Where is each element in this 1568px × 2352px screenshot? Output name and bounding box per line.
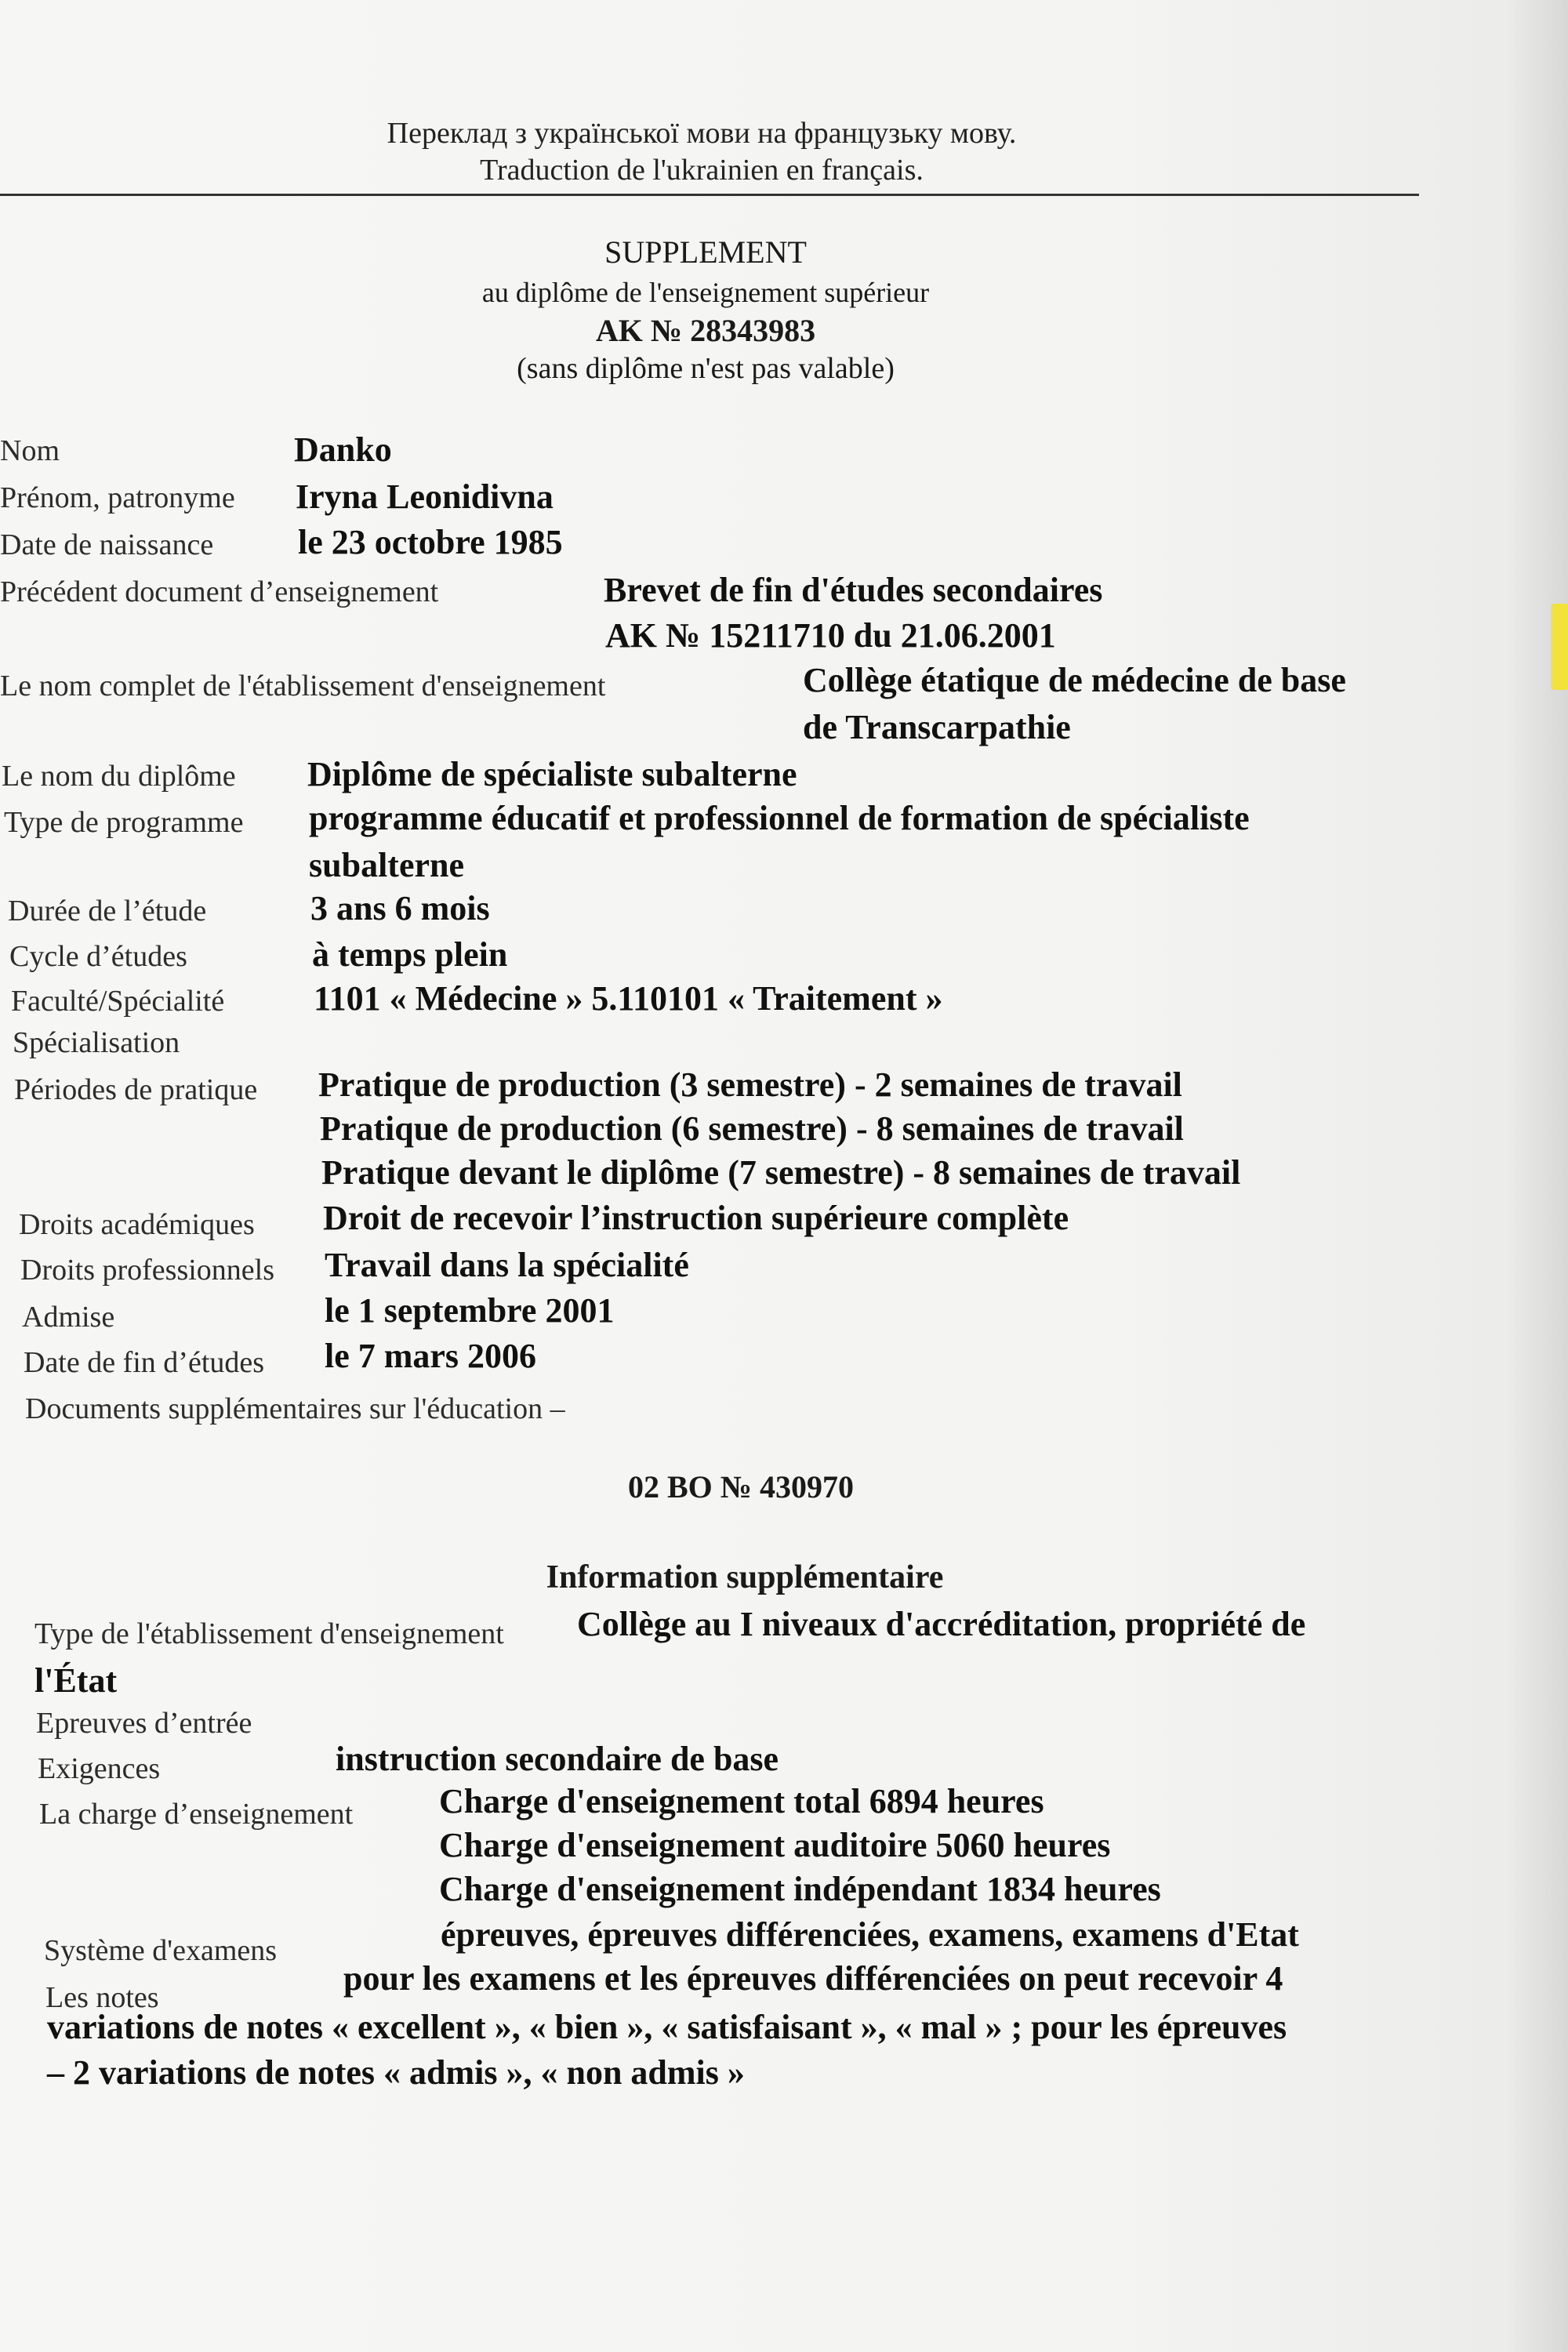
- label-precedent: Précédent document d’enseignement: [0, 575, 439, 608]
- label-nom: Nom: [0, 434, 60, 467]
- label-systeme-examens: Système d'examens: [44, 1934, 278, 1967]
- value-periode-1: Pratique de production (3 semestre) - 2 semaines de travail: [318, 1065, 1182, 1104]
- value-exigences: instruction secondaire de base: [336, 1740, 779, 1778]
- value-systeme-examens: épreuves, épreuves différenciées, examens, examens d'Etat: [441, 1915, 1299, 1954]
- info-title: Information supplémentaire: [546, 1559, 944, 1595]
- value-prenom: Iryna Leonidivna: [296, 477, 554, 516]
- value-etablissement-2: de Transcarpathie: [803, 708, 1071, 746]
- value-precedent-1: Brevet de fin d'études secondaires: [604, 571, 1103, 609]
- supplement-title: SUPPLEMENT: [604, 234, 807, 270]
- label-programme: Type de programme: [4, 806, 244, 839]
- value-periode-3: Pratique devant le diplôme (7 semestre) - 8 semaines de travail: [321, 1153, 1241, 1192]
- value-charge-2: Charge d'enseignement auditoire 5060 heures: [439, 1826, 1111, 1864]
- diploma-number: AK № 28343983: [595, 313, 816, 348]
- value-nom: Danko: [294, 430, 392, 469]
- label-diplome: Le nom du diplôme: [2, 760, 236, 793]
- label-faculte: Faculté/Spécialité: [11, 985, 225, 1018]
- value-programme-1: programme éducatif et professionnel de formation de spécialiste: [309, 799, 1250, 837]
- value-periode-2: Pratique de production (6 semestre) - 8 semaines de travail: [320, 1109, 1184, 1148]
- validity-note: (sans diplôme n'est pas valable): [517, 352, 895, 385]
- value-diplome: Diplôme de spécialiste subalterne: [307, 755, 797, 793]
- value-precedent-2: AK № 15211710 du 21.06.2001: [605, 616, 1056, 655]
- yellow-marker-mark: [1551, 604, 1568, 690]
- label-droits-professionnels: Droits professionnels: [20, 1254, 275, 1287]
- label-documents-supplementaires: Documents supplémentaires sur l'éducation –: [25, 1392, 565, 1425]
- value-type-etablissement-1: Collège au I niveaux d'accréditation, propriété de: [577, 1605, 1306, 1643]
- value-notes-3: – 2 variations de notes « admis », « non admis »: [47, 2053, 745, 2092]
- value-droits-academiques: Droit de recevoir l’instruction supérieure complète: [323, 1199, 1069, 1237]
- label-exigences: Exigences: [38, 1752, 161, 1785]
- label-date-fin: Date de fin d’études: [24, 1346, 265, 1379]
- value-type-etablissement-2: l'État: [34, 1661, 118, 1700]
- value-date-fin: le 7 mars 2006: [325, 1337, 537, 1375]
- value-etablissement-1: Collège étatique de médecine de base: [803, 661, 1346, 699]
- value-droits-professionnels: Travail dans la spécialité: [325, 1246, 689, 1284]
- value-duree: 3 ans 6 mois: [310, 889, 490, 927]
- supplement-subtitle: au diplôme de l'enseignement supérieur: [481, 277, 930, 308]
- translation-line-fr: Traduction de l'ukrainien en français.: [480, 154, 924, 187]
- value-notes-2: variations de notes « excellent », « bien », « satisfaisant », « mal » ; pour les épreuves: [47, 2008, 1287, 2046]
- label-cycle: Cycle d’études: [9, 940, 187, 973]
- label-droits-academiques: Droits académiques: [19, 1208, 255, 1241]
- value-faculte: 1101 « Médecine » 5.110101 « Traitement »: [314, 979, 943, 1018]
- label-admise: Admise: [22, 1301, 115, 1334]
- header-divider: [0, 194, 1419, 196]
- label-notes: Les notes: [45, 1981, 159, 2014]
- label-prenom: Prénom, patronyme: [0, 481, 235, 514]
- value-naissance: le 23 octobre 1985: [298, 523, 563, 561]
- value-admise: le 1 septembre 2001: [325, 1291, 615, 1330]
- label-periodes: Périodes de pratique: [14, 1073, 258, 1106]
- value-programme-2: subalterne: [309, 846, 464, 884]
- value-cycle: à temps plein: [312, 935, 508, 974]
- value-charge-3: Charge d'enseignement indépendant 1834 heures: [439, 1870, 1161, 1908]
- value-notes-1: pour les examens et les épreuves différenciées on peut recevoir 4: [343, 1959, 1283, 1998]
- label-etablissement: Le nom complet de l'établissement d'enseignement: [0, 670, 606, 702]
- document-number: 02 BO № 430970: [628, 1469, 854, 1504]
- translation-line-uk: Переклад з української мови на французьку мову.: [387, 117, 1017, 150]
- label-charge: La charge d’enseignement: [39, 1798, 354, 1831]
- label-epreuves-entree: Epreuves d’entrée: [36, 1707, 252, 1740]
- value-charge-1: Charge d'enseignement total 6894 heures: [439, 1782, 1044, 1820]
- page-edge-shadow: [1505, 0, 1568, 2352]
- label-specialisation: Spécialisation: [13, 1026, 180, 1059]
- label-type-etablissement: Type de l'établissement d'enseignement: [34, 1617, 504, 1650]
- label-naissance: Date de naissance: [0, 528, 214, 561]
- label-duree: Durée de l’étude: [8, 895, 207, 927]
